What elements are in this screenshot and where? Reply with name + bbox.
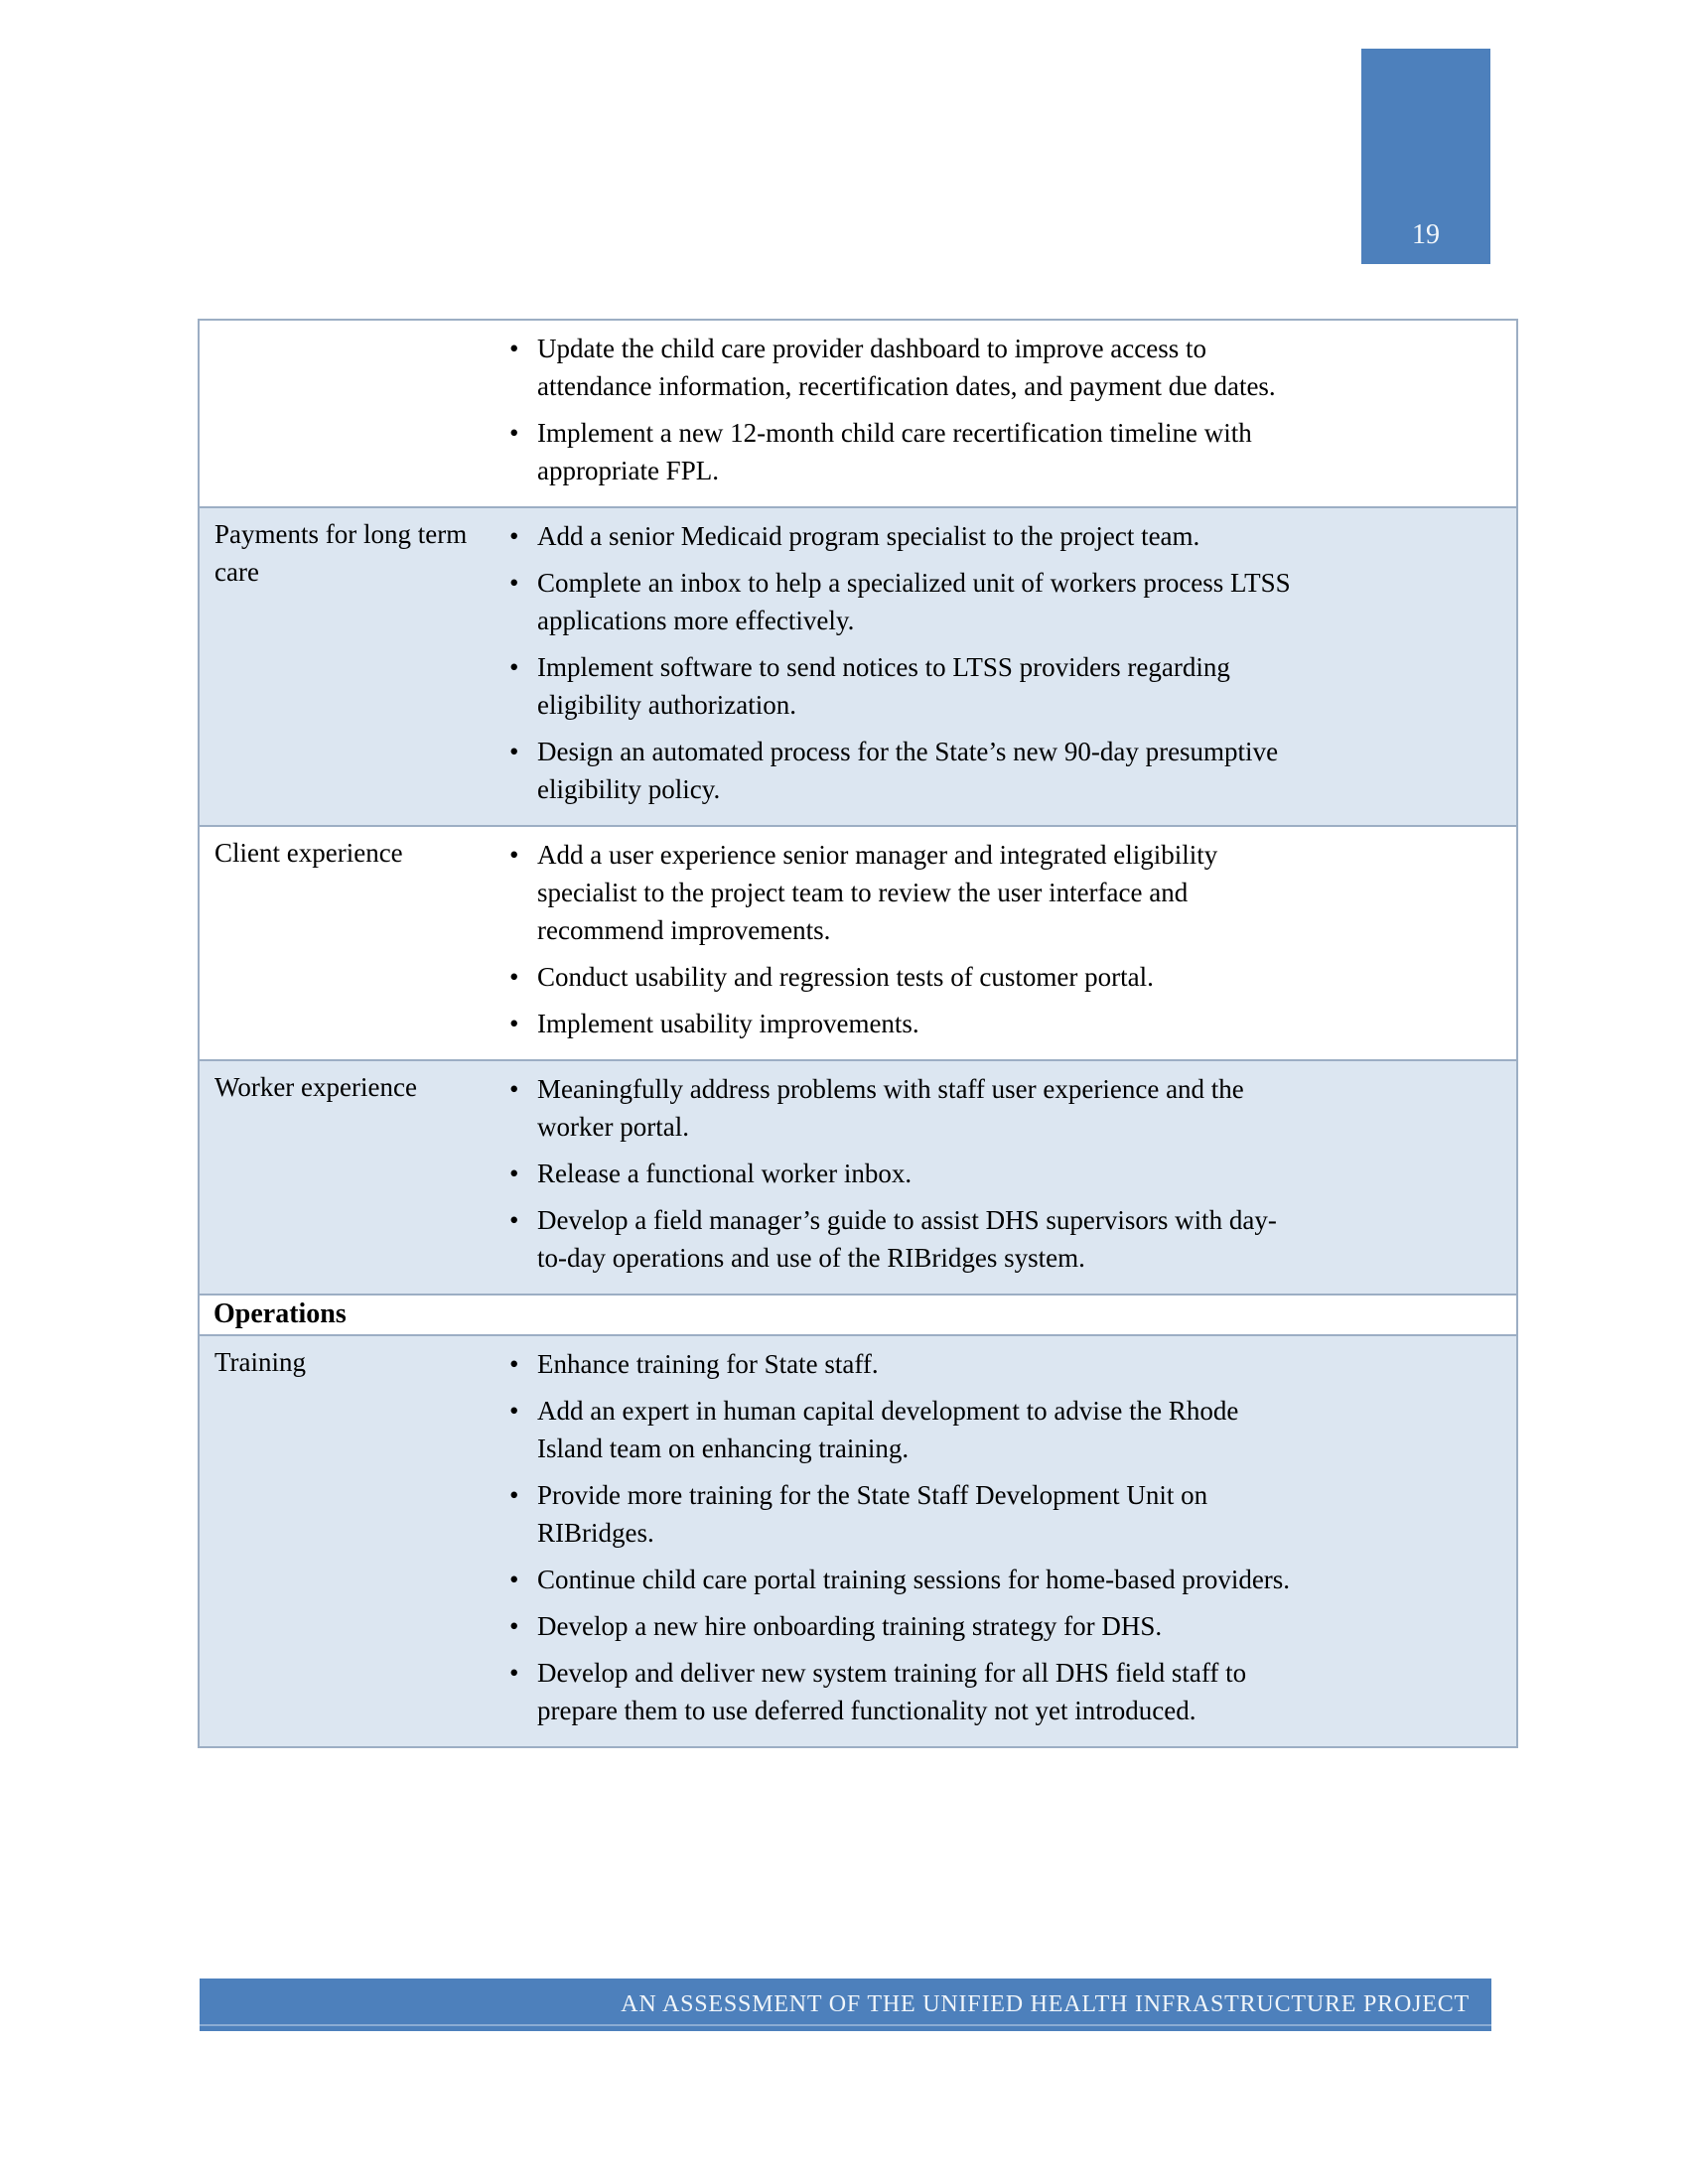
row-content <box>497 827 1516 1059</box>
table-row <box>200 506 1516 825</box>
page-number: 19 <box>1412 219 1440 250</box>
table-row <box>200 1334 1516 1746</box>
row-label: Client experience <box>214 838 403 868</box>
row-content <box>497 321 1516 506</box>
bullet-item: • Implement software to send notices to LTSS providers regarding eligibility authorization. <box>507 648 1294 724</box>
recommendations-table <box>198 319 1518 1748</box>
bullet-item: • Complete an inbox to help a specialized unit of workers process LTSS applications more effectively. <box>507 564 1294 639</box>
bullet-item: • Implement a new 12-month child care recertification timeline with appropriate FPL. <box>507 414 1294 489</box>
section-header-row <box>200 1294 1516 1334</box>
footer-title: AN ASSESSMENT OF THE UNIFIED HEALTH INFRASTRUCTURE PROJECT <box>621 1991 1470 2017</box>
section-title: Operations <box>200 1296 1516 1334</box>
bullet-list <box>497 1070 1506 1277</box>
row-content <box>497 1061 1516 1294</box>
row-label: Payments for long term care <box>214 519 468 587</box>
bullet-item: • Implement usability improvements. <box>507 1005 1294 1042</box>
row-label <box>200 321 497 506</box>
bullet-item: • Design an automated process for the State’s new 90-day presumptive eligibility policy. <box>507 733 1294 808</box>
bullet-item: • Provide more training for the State Staff Development Unit on RIBridges. <box>507 1476 1294 1552</box>
bullet-list <box>497 836 1506 1042</box>
bullet-item: • Develop a field manager’s guide to assist DHS supervisors with day-to-day operations and use of the RIBridges system. <box>507 1201 1294 1277</box>
row-content <box>497 508 1516 825</box>
page-number-box <box>1361 49 1490 264</box>
bullet-item: • Enhance training for State staff. <box>507 1345 1294 1383</box>
bullet-item: • Conduct usability and regression tests of customer portal. <box>507 958 1294 996</box>
bullet-list <box>497 517 1506 808</box>
bullet-item: • Update the child care provider dashboard to improve access to attendance information, recertification dates, and payment due dates. <box>507 330 1294 405</box>
table-row <box>200 1059 1516 1294</box>
footer-bar <box>200 1979 1491 2031</box>
row-label: Training <box>214 1347 307 1377</box>
bullet-item: • Add a user experience senior manager and integrated eligibility specialist to the project team to review the user interface and recommend improvements. <box>507 836 1294 949</box>
bullet-item: • Continue child care portal training sessions for home-based providers. <box>507 1561 1294 1598</box>
row-label: Worker experience <box>214 1072 417 1102</box>
bullet-item: • Add a senior Medicaid program specialist to the project team. <box>507 517 1294 555</box>
bullet-item: • Develop and deliver new system training for all DHS field staff to prepare them to use deferred functionality not yet introduced. <box>507 1654 1294 1729</box>
table-row <box>200 825 1516 1059</box>
row-content <box>497 1336 1516 1746</box>
bullet-list <box>497 330 1506 489</box>
bullet-item: • Release a functional worker inbox. <box>507 1155 1294 1192</box>
table-row <box>200 321 1516 506</box>
bullet-item: • Add an expert in human capital development to advise the Rhode Island team on enhancing training. <box>507 1392 1294 1467</box>
bullet-item: • Meaningfully address problems with staff user experience and the worker portal. <box>507 1070 1294 1146</box>
bullet-item: • Develop a new hire onboarding training strategy for DHS. <box>507 1607 1294 1645</box>
bullet-list <box>497 1345 1506 1729</box>
